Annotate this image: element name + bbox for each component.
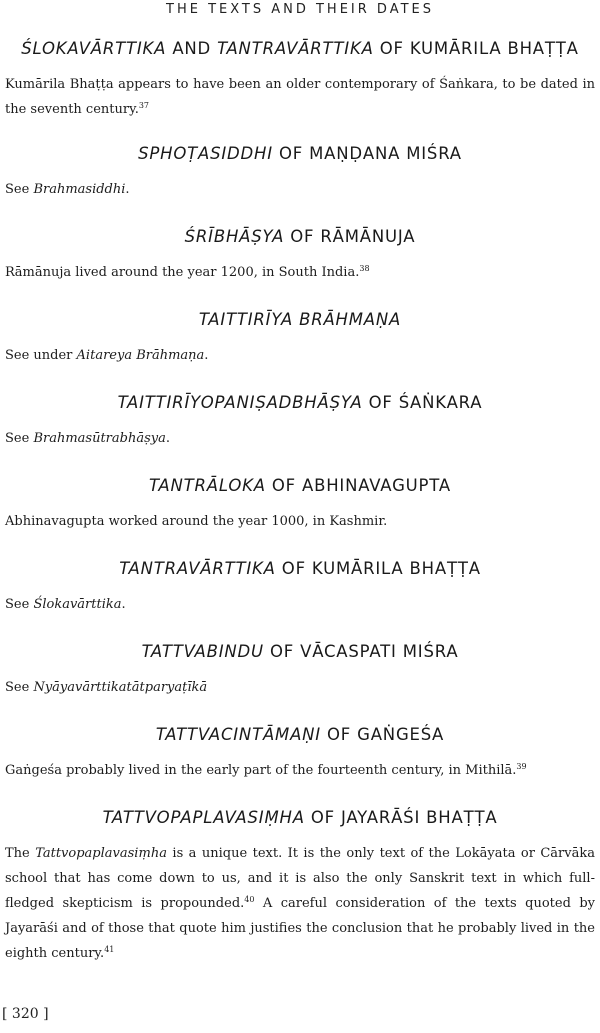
entry-suffix: . bbox=[204, 348, 209, 363]
cross-reference: Tattvopaplavasiṃha bbox=[35, 846, 167, 861]
entry-suffix: . bbox=[121, 597, 126, 612]
entry-heading bbox=[5, 558, 595, 580]
entry-heading bbox=[5, 641, 595, 663]
entry-prefix: See bbox=[5, 680, 34, 695]
page-number: [ 320 ] bbox=[2, 1006, 49, 1022]
cross-reference: Ślokavārttika bbox=[33, 597, 122, 612]
entry-heading bbox=[5, 807, 595, 829]
entry-text bbox=[5, 592, 595, 617]
entry-text bbox=[5, 758, 595, 783]
footnote-ref: 38 bbox=[359, 264, 370, 273]
entry-conjunction: AND bbox=[166, 39, 218, 58]
entry-taittiriya-brahmana bbox=[5, 309, 595, 368]
entry-suffix: . bbox=[165, 431, 170, 446]
entry-sentence: Kumārila Bhaṭṭa appears to have been an older contemporary of Śaṅkara, to be dated in the seventh century. bbox=[5, 77, 595, 117]
footnote-ref: 39 bbox=[516, 762, 527, 771]
entry-text bbox=[5, 260, 595, 285]
entry-text bbox=[5, 72, 595, 122]
entry-sphotasiddhi bbox=[5, 143, 595, 202]
entry-title: TAITTIRĪYOPANIṢADBHĀṢYA bbox=[117, 393, 363, 412]
entry-taittiriyopanisadbhasya bbox=[5, 392, 595, 451]
entry-prefix: See bbox=[5, 597, 34, 612]
entry-title-2: TANTRAVĀRTTIKA bbox=[217, 39, 374, 58]
cross-reference: Brahmasūtrabhāṣya bbox=[33, 431, 166, 446]
entry-author: OF JAYARĀŚI BHAṬṬA bbox=[304, 808, 498, 827]
entry-heading bbox=[5, 309, 595, 331]
entry-text bbox=[5, 177, 595, 202]
page-content bbox=[5, 38, 595, 966]
entry-heading bbox=[5, 475, 595, 497]
entry-text bbox=[5, 343, 595, 368]
entry-prefix: See under bbox=[5, 348, 77, 363]
footnote-ref: 40 bbox=[244, 895, 255, 904]
entry-author: OF RĀMĀNUJA bbox=[284, 227, 416, 246]
entry-author: OF ŚAṄKARA bbox=[362, 393, 483, 412]
entry-title: TAITTIRĪYA BRĀHMAṆA bbox=[198, 310, 402, 329]
entry-author: OF VĀCASPATI MIŚRA bbox=[263, 642, 459, 661]
entry-title: TANTRAVĀRTTIKA bbox=[119, 559, 276, 578]
entry-tantravarttika bbox=[5, 558, 595, 617]
entry-text bbox=[5, 509, 595, 534]
entry-author: OF MAṆḌANA MIŚRA bbox=[272, 144, 462, 163]
entry-text bbox=[5, 426, 595, 451]
entry-heading bbox=[5, 38, 595, 60]
entry-sentence-2: A careful consideration of the texts quoted by Jayarāśi and of those that quote him justifies the conclusion that he probably lived in the eighth century. bbox=[5, 896, 595, 961]
entry-title: TATTVACINTĀMAṆI bbox=[155, 725, 321, 744]
entry-text bbox=[5, 675, 595, 700]
entry-heading bbox=[5, 392, 595, 414]
entry-author: OF GAṄGEŚA bbox=[320, 725, 445, 744]
entry-title: TATTVOPAPLAVASIṂHA bbox=[102, 808, 305, 827]
entry-title: ŚLOKAVĀRTTIKA bbox=[21, 39, 167, 58]
cross-reference: Brahmasiddhi bbox=[33, 182, 126, 197]
entry-prefix: The bbox=[5, 846, 36, 861]
entry-tattvopaplavasimha bbox=[5, 807, 595, 966]
cross-reference: Nyāyavārttikatātparyaṭīkā bbox=[33, 680, 208, 695]
entry-title: ŚRĪBHĀṢYA bbox=[184, 227, 285, 246]
entry-prefix: See bbox=[5, 182, 34, 197]
entry-heading bbox=[5, 226, 595, 248]
entry-sentence: is a unique text. It is the only text of the Lokāyata or Cārvāka school that has come down to us, and it is also the only Sanskrit text in which full-fledged skepticism is propounded. bbox=[5, 846, 595, 911]
entry-tattvacintamani bbox=[5, 724, 595, 783]
entry-author: OF KUMĀRILA BHAṬṬA bbox=[275, 559, 481, 578]
entry-title: TATTVABINDU bbox=[141, 642, 264, 661]
entry-slokavarttika bbox=[5, 38, 595, 122]
running-head: THE TEXTS AND THEIR DATES bbox=[166, 2, 434, 17]
entry-text bbox=[5, 841, 595, 966]
entry-title: TANTRĀLOKA bbox=[149, 476, 266, 495]
entry-author: OF KUMĀRILA BHAṬṬA bbox=[373, 39, 579, 58]
entry-sribhasya bbox=[5, 226, 595, 285]
entry-title: SPHOṬASIDDHI bbox=[138, 144, 273, 163]
footnote-ref: 37 bbox=[138, 101, 150, 110]
entry-author: OF ABHINAVAGUPTA bbox=[265, 476, 451, 495]
entry-heading bbox=[5, 724, 595, 746]
entry-sentence: Rāmānuja lived around the year 1200, in South India. bbox=[5, 265, 360, 280]
entry-tantraloka bbox=[5, 475, 595, 534]
footnote-ref: 41 bbox=[104, 945, 115, 954]
entry-sentence: Abhinavagupta worked around the year 1000, in Kashmir. bbox=[5, 514, 388, 529]
cross-reference: Aitareya Brāhmaṇa bbox=[76, 348, 205, 363]
entry-suffix: . bbox=[125, 182, 130, 197]
entry-tattvabindu bbox=[5, 641, 595, 700]
entry-heading bbox=[5, 143, 595, 165]
entry-sentence: Gaṅgeśa probably lived in the early part of the fourteenth century, in Mithilā. bbox=[5, 763, 517, 778]
entry-prefix: See bbox=[5, 431, 34, 446]
